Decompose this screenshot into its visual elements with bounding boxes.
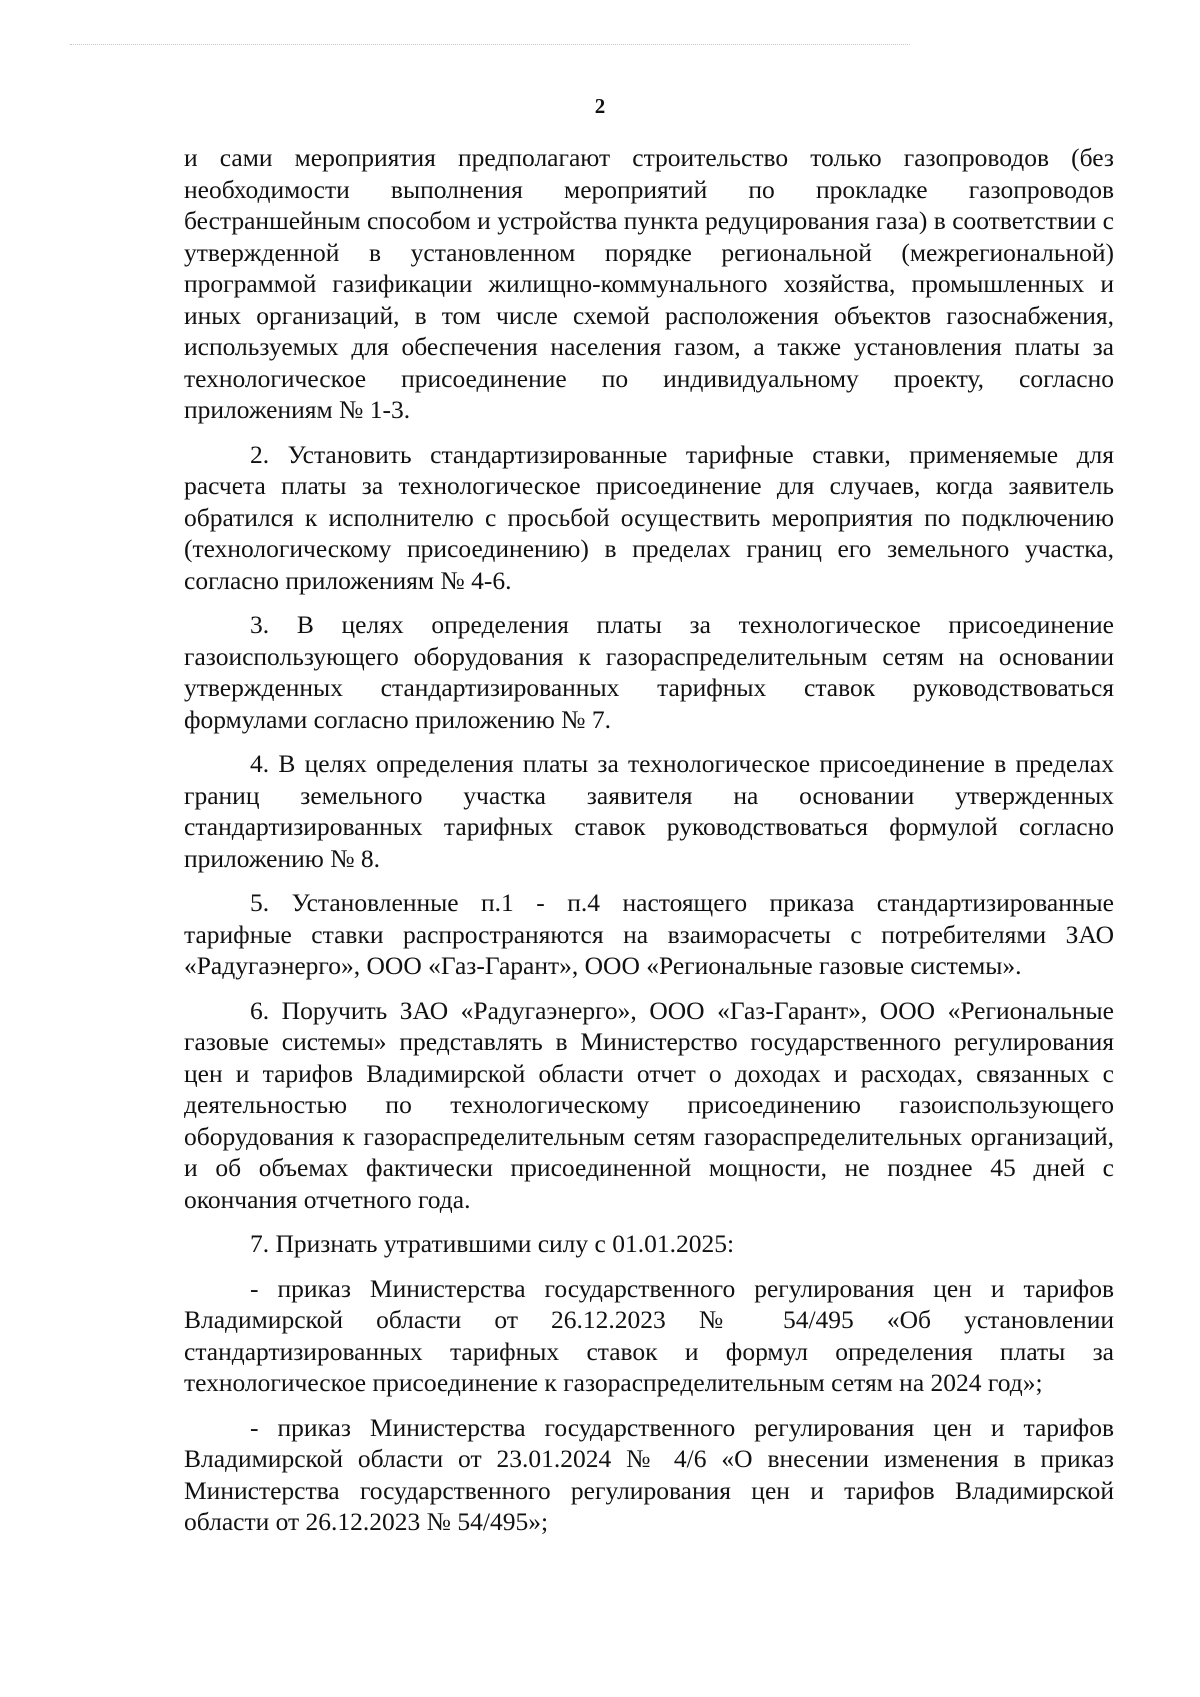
paragraph-continuation: и сами мероприятия предполагают строительство только газопроводов (без необходимости выполнения мероприятий по прокладке газопроводов бестраншейным способом и устройства пункта редуцирования газа) в соответствии с утвержденной в установленном порядке региональной (межрегиональной) программой газификации жилищно-коммунального хозяйства, промышленных и иных организаций, в том числе схемой расположения объектов газоснабжения, используемых для обеспечения населения газом, а также установления платы за технологическое присоединение по индивидуальному проекту, согласно приложениям № 1-3. (184, 143, 1114, 424)
paragraph-item-7-sub-1: - приказ Министерства государственного регулирования цен и тарифов Владимирской области от 26.12.2023 № 54/495 «Об установлении стандартизированных тарифных ставок и формул определения платы за технологическое присоединение к газораспределительным сетям на 2024 год»; (184, 1273, 1114, 1397)
paragraph-item-3: 3. В целях определения платы за технологическое присоединение газоиспользующего оборудования к газораспределительным сетям на основании утвержденных стандартизированных тарифных ставок руководствоваться формулами согласно приложению № 7. (184, 610, 1114, 734)
paragraph-item-4: 4. В целях определения платы за технологическое присоединение в пределах границ земельного участка заявителя на основании утвержденных стандартизированных тарифных ставок руководствоваться формулой согласно приложению № 8. (184, 749, 1114, 873)
document-body (184, 142, 1114, 1538)
scan-artifact-line (70, 44, 910, 45)
paragraph-item-2: 2. Установить стандартизированные тарифные ставки, применяемые для расчета платы за технологическое присоединение для случаев, когда заявитель обратился к исполнителю с просьбой осуществить мероприятия по подключению (технологическому присоединению) в пределах границ его земельного участка, согласно приложениям № 4-6. (184, 439, 1114, 595)
paragraph-item-7-sub-2: - приказ Министерства государственного регулирования цен и тарифов Владимирской области от 23.01.2024 № 4/6 «О внесении изменения в приказ Министерства государственного регулирования цен и тарифов Владимирской области от 26.12.2023 № 54/495»; (184, 1412, 1114, 1536)
paragraph-item-6: 6. Поручить ЗАО «Радугаэнерго», ООО «Газ-Гарант», ООО «Региональные газовые системы» представлять в Министерство государственного регулирования цен и тарифов Владимирской области отчет о доходах и расходах, связанных с деятельностью по технологическому присоединению газоиспользующего оборудования к газораспределительным сетям газораспределительных организаций, и об объемах фактически присоединенной мощности, не позднее 45 дней с окончания отчетного года. (184, 995, 1114, 1214)
paragraph-item-5: 5. Установленные п.1 - п.4 настоящего приказа стандартизированные тарифные ставки распространяются на взаиморасчеты с потребителями ЗАО «Радугаэнерго», ООО «Газ-Гарант», ООО «Региональные газовые системы». (184, 888, 1114, 980)
page-number: 2 (594, 94, 606, 118)
paragraph-item-7: 7. Признать утратившими силу с 01.01.2025: (250, 1229, 735, 1258)
